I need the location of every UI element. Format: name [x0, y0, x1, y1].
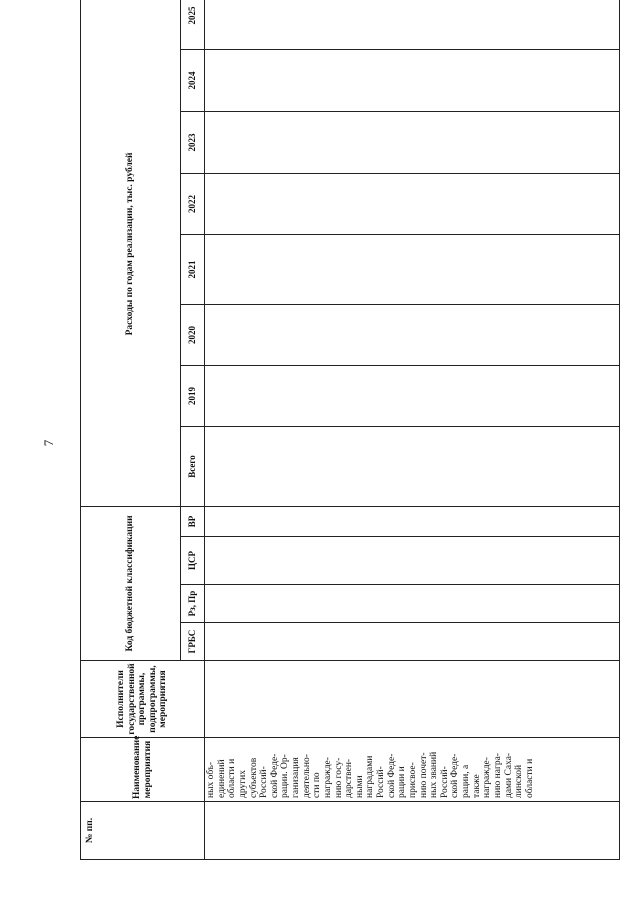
name-line: Россий- [259, 766, 270, 798]
name-line: Россий- [376, 766, 386, 798]
name-line: субъектов [248, 757, 259, 798]
name-line: ных объ- [206, 761, 216, 798]
name-line: других [237, 770, 248, 798]
rotated-table-wrapper [80, 6, 620, 860]
cell-year-2020 [205, 304, 620, 365]
name-line: рации. Ор- [280, 754, 291, 798]
cell-year-2019 [205, 365, 620, 426]
header-number: № пп. [81, 802, 205, 860]
header-name: Наименование мероприятия [81, 738, 205, 802]
cell-total [205, 426, 620, 506]
cell-grbs [205, 623, 620, 661]
name-line: области и [524, 758, 535, 798]
name-line: деятельно- [301, 754, 312, 798]
header-expenses-group: Расходы по годам реализации, тыс. рублей [81, 0, 181, 506]
name-line: нию почет- [418, 752, 429, 798]
cell-executors [205, 661, 620, 738]
cell-number [205, 802, 620, 860]
name-line: линской [514, 764, 525, 798]
name-line: ской Феде- [450, 753, 461, 798]
name-line: дарствен- [344, 758, 355, 798]
name-line: области и [227, 758, 238, 798]
name-line: награжде- [482, 757, 493, 798]
name-line: ных званий [429, 751, 440, 798]
name-line: ской Феде- [269, 753, 280, 798]
name-line: рации и [397, 766, 408, 798]
header-year-2022: 2022 [181, 173, 205, 234]
name-line: присвое- [407, 762, 418, 798]
header-rzpr: Рз, Пр [181, 585, 205, 623]
name-line: наградами [365, 755, 376, 798]
name-line: рации, а [461, 764, 471, 798]
budget-table [80, 0, 620, 860]
header-csr: ЦСР [181, 537, 205, 585]
name-line: ской Феде- [386, 753, 397, 798]
cell-year-2021 [205, 234, 620, 304]
cell-vr [205, 506, 620, 536]
page-number: 7 [41, 439, 56, 447]
name-line: Россий- [439, 766, 450, 798]
cell-year-2024 [205, 49, 620, 111]
name-line: награжде- [322, 757, 333, 798]
name-line: ганизация [291, 757, 301, 798]
cell-csr [205, 537, 620, 585]
name-line: единений [216, 759, 227, 798]
cell-year-2023 [205, 111, 620, 173]
header-year-2021: 2021 [181, 234, 205, 304]
name-line: нию награ- [492, 753, 503, 798]
header-year-2024: 2024 [181, 49, 205, 111]
header-budget-code-group: Код бюджетной классификации [81, 506, 181, 660]
cell-year-2022 [205, 173, 620, 234]
header-year-2025: 2025 [181, 0, 205, 49]
header-grbs: ГРБС [181, 623, 205, 661]
header-executors: Исполнители государственной программы, подпрограммы, мероприятия [81, 661, 205, 738]
name-line: также [471, 774, 482, 798]
header-year-2023: 2023 [181, 111, 205, 173]
cell-year-2025 [205, 0, 620, 49]
name-line: дами Саха- [503, 752, 514, 798]
header-year-2019: 2019 [181, 365, 205, 426]
cell-name [205, 738, 620, 802]
header-year-2020: 2020 [181, 304, 205, 365]
name-line: сти по [312, 772, 323, 798]
name-line: ными [354, 775, 365, 798]
cell-rzpr [205, 585, 620, 623]
header-total: Всего [181, 426, 205, 506]
header-vr: ВР [181, 506, 205, 536]
name-line: нию госу- [333, 757, 344, 798]
